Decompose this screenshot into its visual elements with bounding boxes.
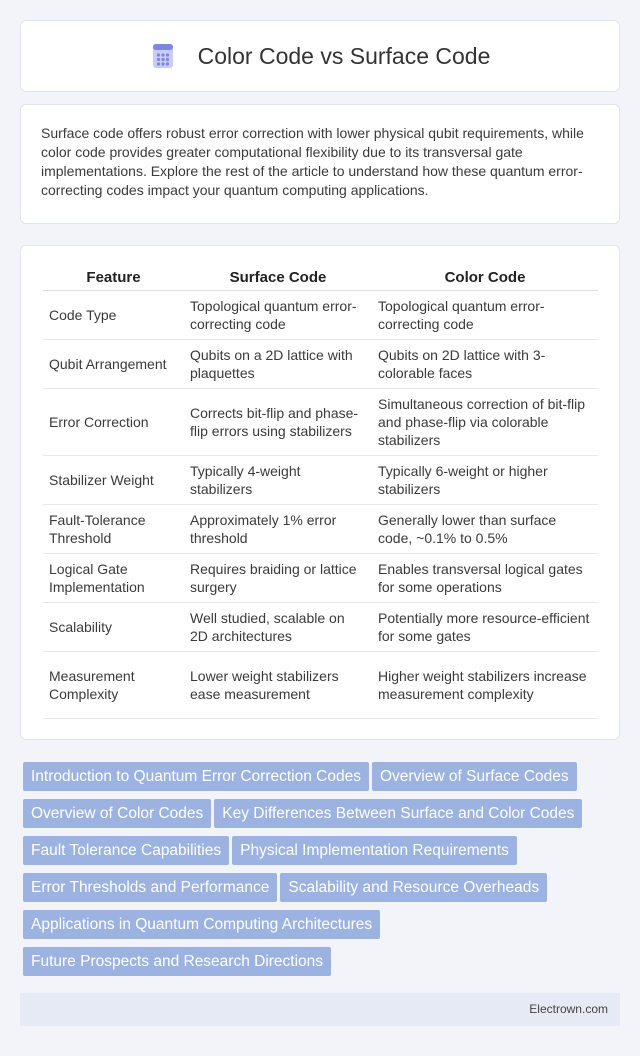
title-card [20,20,620,92]
calculator-icon [150,43,176,69]
table-cell-feature: Logical Gate Implementation [43,554,184,603]
table-row [43,652,598,719]
table-cell-feature: Fault-Tolerance Threshold [43,505,184,554]
tag-overview-color-codes[interactable]: Overview of Color Codes [23,799,211,828]
table-cell-color: Qubits on 2D lattice with 3-colorable faces [372,340,598,389]
column-header-feature: Feature [43,266,184,291]
footer-site-link[interactable]: Electrown.com [529,1002,608,1016]
table-cell-feature: Measurement Complexity [43,652,184,719]
table-cell-surface: Qubits on a 2D lattice with plaquettes [184,340,372,389]
column-header-surface-code: Surface Code [184,266,372,291]
table-cell-color: Potentially more resource-efficient for some gates [372,603,598,652]
table-cell-color: Generally lower than surface code, ~0.1% to 0.5% [372,505,598,554]
table-cell-color: Enables transversal logical gates for some operations [372,554,598,603]
table-row [43,456,598,505]
comparison-table-card [20,245,620,740]
table-cell-surface: Lower weight stabilizers ease measurement [184,652,372,719]
table-cell-feature: Qubit Arrangement [43,340,184,389]
tag-key-differences[interactable]: Key Differences Between Surface and Color Codes [214,799,582,828]
table-row [43,340,598,389]
table-row [43,603,598,652]
column-header-color-code: Color Code [372,266,598,291]
table-cell-color: Higher weight stabilizers increase measurement complexity [372,652,598,719]
comparison-table [43,266,598,719]
tag-physical-implementation[interactable]: Physical Implementation Requirements [232,836,517,865]
table-cell-surface: Approximately 1% error threshold [184,505,372,554]
table-row [43,291,598,340]
related-topics [23,762,603,984]
table-cell-feature: Stabilizer Weight [43,456,184,505]
table-cell-color: Simultaneous correction of bit-flip and phase-flip via colorable stabilizers [372,389,598,456]
tag-future-prospects[interactable]: Future Prospects and Research Directions [23,947,331,976]
table-row [43,389,598,456]
table-cell-color: Typically 6-weight or higher stabilizers [372,456,598,505]
tag-intro-error-correction[interactable]: Introduction to Quantum Error Correction Codes [23,762,369,791]
tag-fault-tolerance[interactable]: Fault Tolerance Capabilities [23,836,229,865]
table-cell-feature: Error Correction [43,389,184,456]
table-cell-surface: Well studied, scalable on 2D architectures [184,603,372,652]
table-cell-surface: Typically 4-weight stabilizers [184,456,372,505]
table-cell-feature: Scalability [43,603,184,652]
intro-card [20,104,620,224]
page-title: Color Code vs Surface Code [197,42,491,69]
table-cell-surface: Corrects bit-flip and phase-flip errors using stabilizers [184,389,372,456]
table-cell-feature: Code Type [43,291,184,340]
table-row [43,554,598,603]
tag-error-thresholds[interactable]: Error Thresholds and Performance [23,873,277,902]
tag-applications[interactable]: Applications in Quantum Computing Architectures [23,910,380,939]
footer [20,993,620,1026]
table-cell-color: Topological quantum error-correcting code [372,291,598,340]
intro-text: Surface code offers robust error correction with lower physical qubit requirements, while color code provides greater computational flexibility due to its transversal gate implementations. Explore the rest of the article to understand how these quantum error-correcting codes impact your quantum computing applications. [41,125,584,198]
table-header-row [43,266,598,291]
tag-overview-surface-codes[interactable]: Overview of Surface Codes [372,762,577,791]
table-row [43,505,598,554]
tag-scalability[interactable]: Scalability and Resource Overheads [280,873,547,902]
table-cell-surface: Topological quantum error-correcting code [184,291,372,340]
table-cell-surface: Requires braiding or lattice surgery [184,554,372,603]
